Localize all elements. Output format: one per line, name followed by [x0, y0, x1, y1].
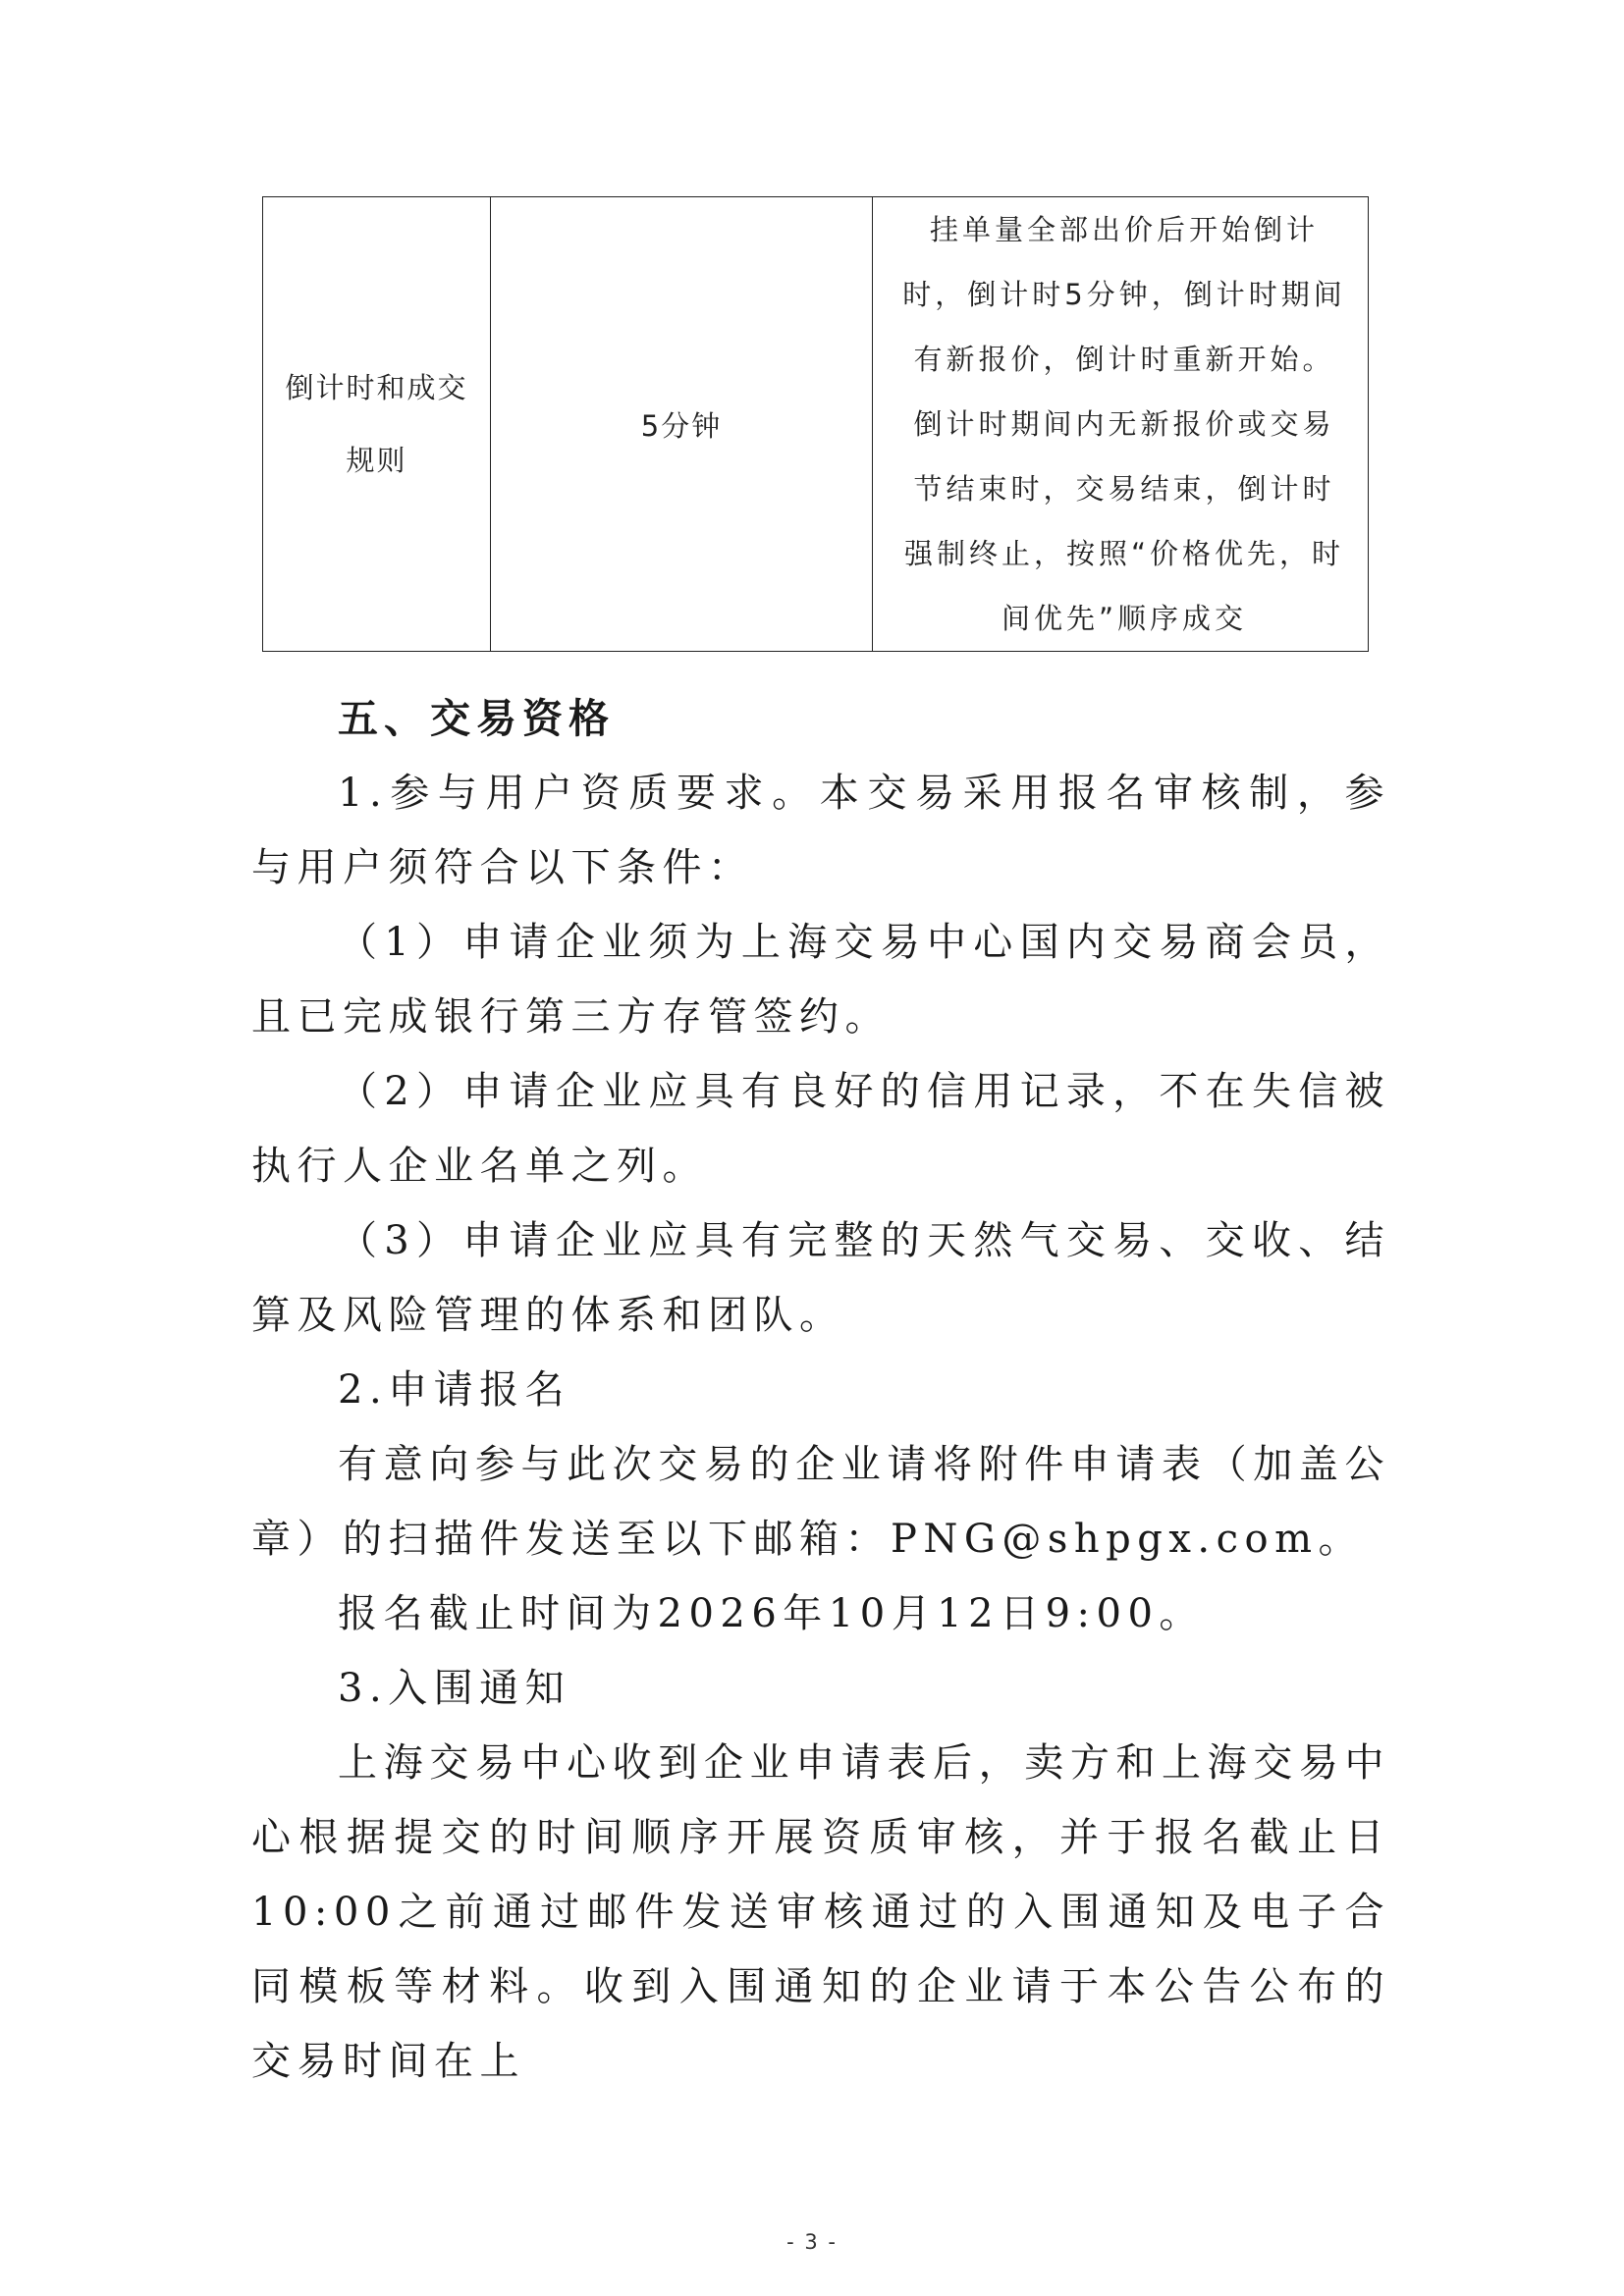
- body-text: [251, 681, 1390, 2099]
- trading-rules-table: [262, 196, 1369, 652]
- paragraph-item2-text: 有意向参与此次交易的企业请将附件申请表（加盖公章）的扫描件发送至以下邮箱：PNG@shpgx.com。: [251, 1442, 1390, 1562]
- paragraph-condition-3: （3）申请企业应具有完整的天然气交易、交收、结算及风险管理的体系和团队。: [251, 1218, 1390, 1338]
- paragraph-deadline: 报名截止时间为2026年10月12日9:00。: [338, 1591, 1205, 1636]
- rule-value-cell: 5分钟: [491, 197, 873, 652]
- paragraph-item3-title: 3.入围通知: [338, 1666, 571, 1711]
- rule-name-cell: 倒计时和成交规则: [263, 197, 491, 652]
- rule-description-cell: 挂单量全部出价后开始倒计时，倒计时5分钟，倒计时期间有新报价，倒计时重新开始。倒计时期间内无新报价或交易节结束时，交易结束，倒计时强制终止，按照“价格优先，时间优先”顺序成交: [873, 197, 1369, 652]
- paragraph-item1: 1.参与用户资质要求。本交易采用报名审核制，参与用户须符合以下条件：: [251, 771, 1390, 890]
- page-number: - 3 -: [786, 2230, 838, 2254]
- paragraph-condition-2: （2）申请企业应具有良好的信用记录，不在失信被执行人企业名单之列。: [251, 1069, 1390, 1189]
- paragraph-condition-1: （1）申请企业须为上海交易中心国内交易商会员，且已完成银行第三方存管签约。: [251, 920, 1390, 1040]
- section-heading: 五、交易资格: [338, 695, 615, 742]
- paragraph-item3-text: 上海交易中心收到企业申请表后，卖方和上海交易中心根据提交的时间顺序开展资质审核，并于报名截止日10:00之前通过邮件发送审核通过的入围通知及电子合同模板等材料。收到入围通知的企业请于本公告公布的交易时间在上: [251, 1740, 1390, 2084]
- table-row: [263, 197, 1369, 652]
- paragraph-item2-title: 2.申请报名: [338, 1367, 571, 1413]
